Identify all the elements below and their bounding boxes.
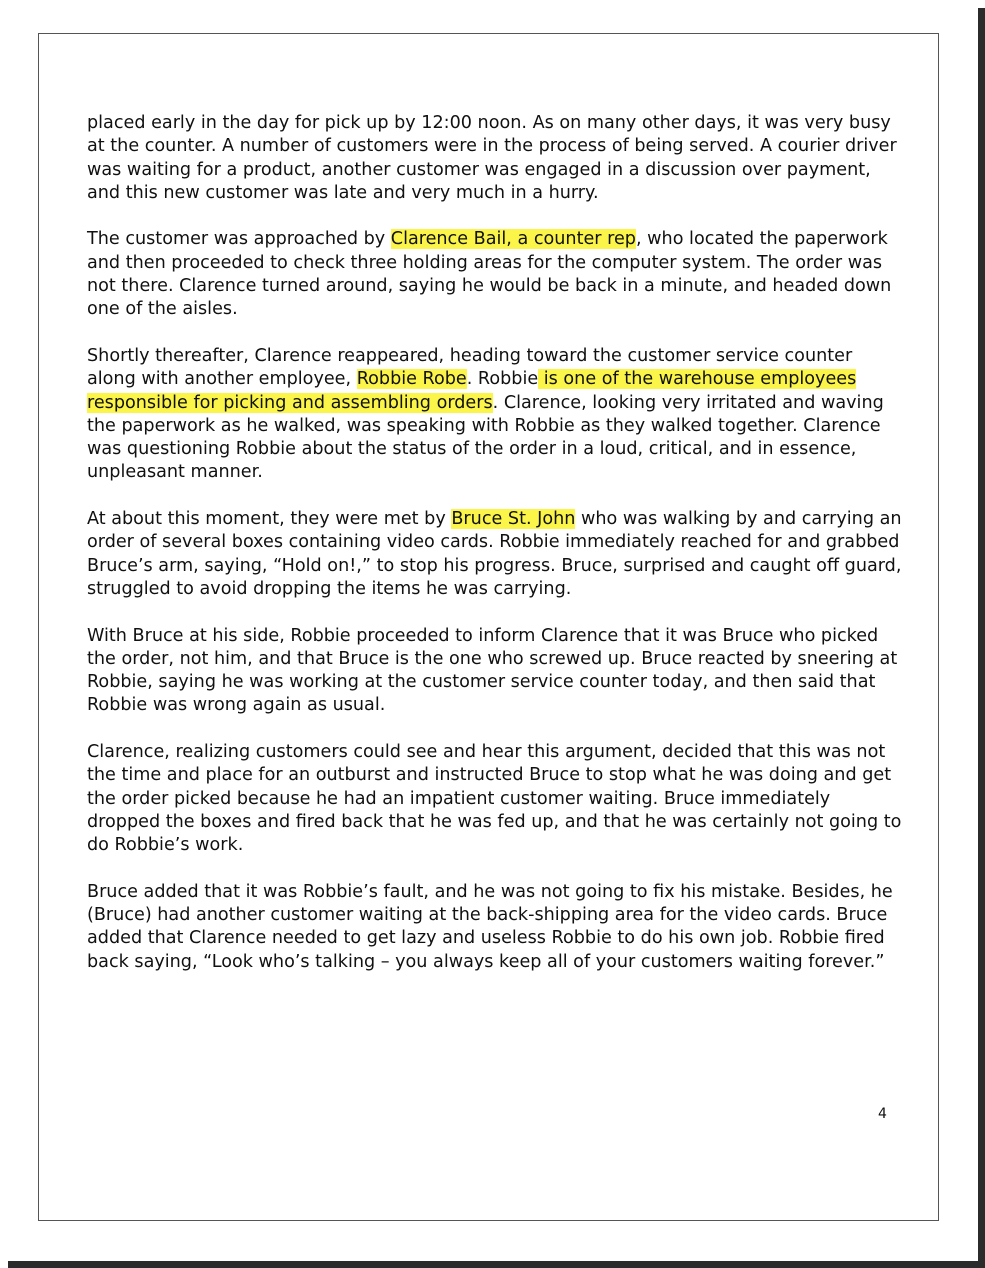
paragraph bbox=[87, 881, 902, 974]
highlighted-text: Bruce St. John bbox=[451, 509, 576, 530]
paragraph bbox=[87, 112, 902, 205]
paragraph bbox=[87, 508, 902, 601]
paragraph bbox=[87, 625, 902, 718]
paragraph bbox=[87, 345, 902, 485]
text-run: , who located the paperwork and then proceeded to check three holding areas for the computer system. The order was not there. Clarence turned around, saying he would be back in a minute, and headed down one of the aisles. bbox=[87, 229, 892, 320]
highlighted-text: Clarence Bail, a counter rep bbox=[390, 229, 636, 250]
page-shadow-bottom bbox=[8, 1261, 985, 1268]
page-shadow-right bbox=[978, 8, 985, 1268]
text-run: placed early in the day for pick up by 12:00 noon. As on many other days, it was very busy at the counter. A number of customers were in the process of being served. A courier driver was waiting for a product, another customer was engaged in a discussion over payment, and this new customer was late and very much in a hurry. bbox=[87, 113, 897, 203]
highlighted-text: Robbie Robe bbox=[356, 369, 467, 390]
text-run: The customer was approached by bbox=[87, 229, 391, 250]
text-run: . Clarence, looking very irritated and waving the paperwork as he walked, was speaking with Robbie as they walked together. Clarence was questioning Robbie about the status of the order in a loud, critical, and in essence, unpleasant manner. bbox=[87, 392, 884, 483]
text-run: Shortly thereafter, Clarence reappeared, heading toward the customer service counter along with another employee, bbox=[87, 345, 853, 390]
highlighted-text: is one of the warehouse employees responsible for picking and assembling orders bbox=[87, 369, 857, 413]
text-run: Bruce added that it was Robbie’s fault, and he was not going to fix his mistake. Besides, he (Bruce) had another customer waiting at the back-shipping area for the video cards. Bruce added that Clarence needed to get lazy and useless Robbie to do his own job. Robbie fired back saying, “Look who’s talking – you always keep all of your customers waiting forever.” bbox=[87, 881, 893, 972]
text-run: Clarence, realizing customers could see and hear this argument, decided that this was not the time and place for an outburst and instructed Bruce to stop what he was doing and get the order picked because he had an impatient customer waiting. Bruce immediately dropped the boxes and fired back that he was fed up, and that he was certainly not going to do Robbie’s work. bbox=[87, 742, 902, 856]
text-run: . Robbie bbox=[466, 369, 539, 390]
paragraph bbox=[87, 741, 902, 857]
text-run: With Bruce at his side, Robbie proceeded to inform Clarence that it was Bruce who picked the order, not him, and that Bruce is the one who screwed up. Bruce reacted by sneering at Robbie, saying he was working at the customer service counter today, and then said that Robbie was wrong again as usual. bbox=[87, 625, 898, 716]
document-body bbox=[87, 112, 902, 997]
text-run: who was walking by and carrying an order of several boxes containing video cards. Robbie immediately reached for and grabbed Bruce’s arm, saying, “Hold on!,” to stop his progress. Bruce, surprised and caught off guard, struggled to avoid dropping the items he was carrying. bbox=[87, 509, 902, 599]
text-run: At about this moment, they were met by bbox=[87, 509, 452, 530]
paragraph bbox=[87, 228, 902, 321]
page-number: 4 bbox=[878, 1106, 887, 1122]
